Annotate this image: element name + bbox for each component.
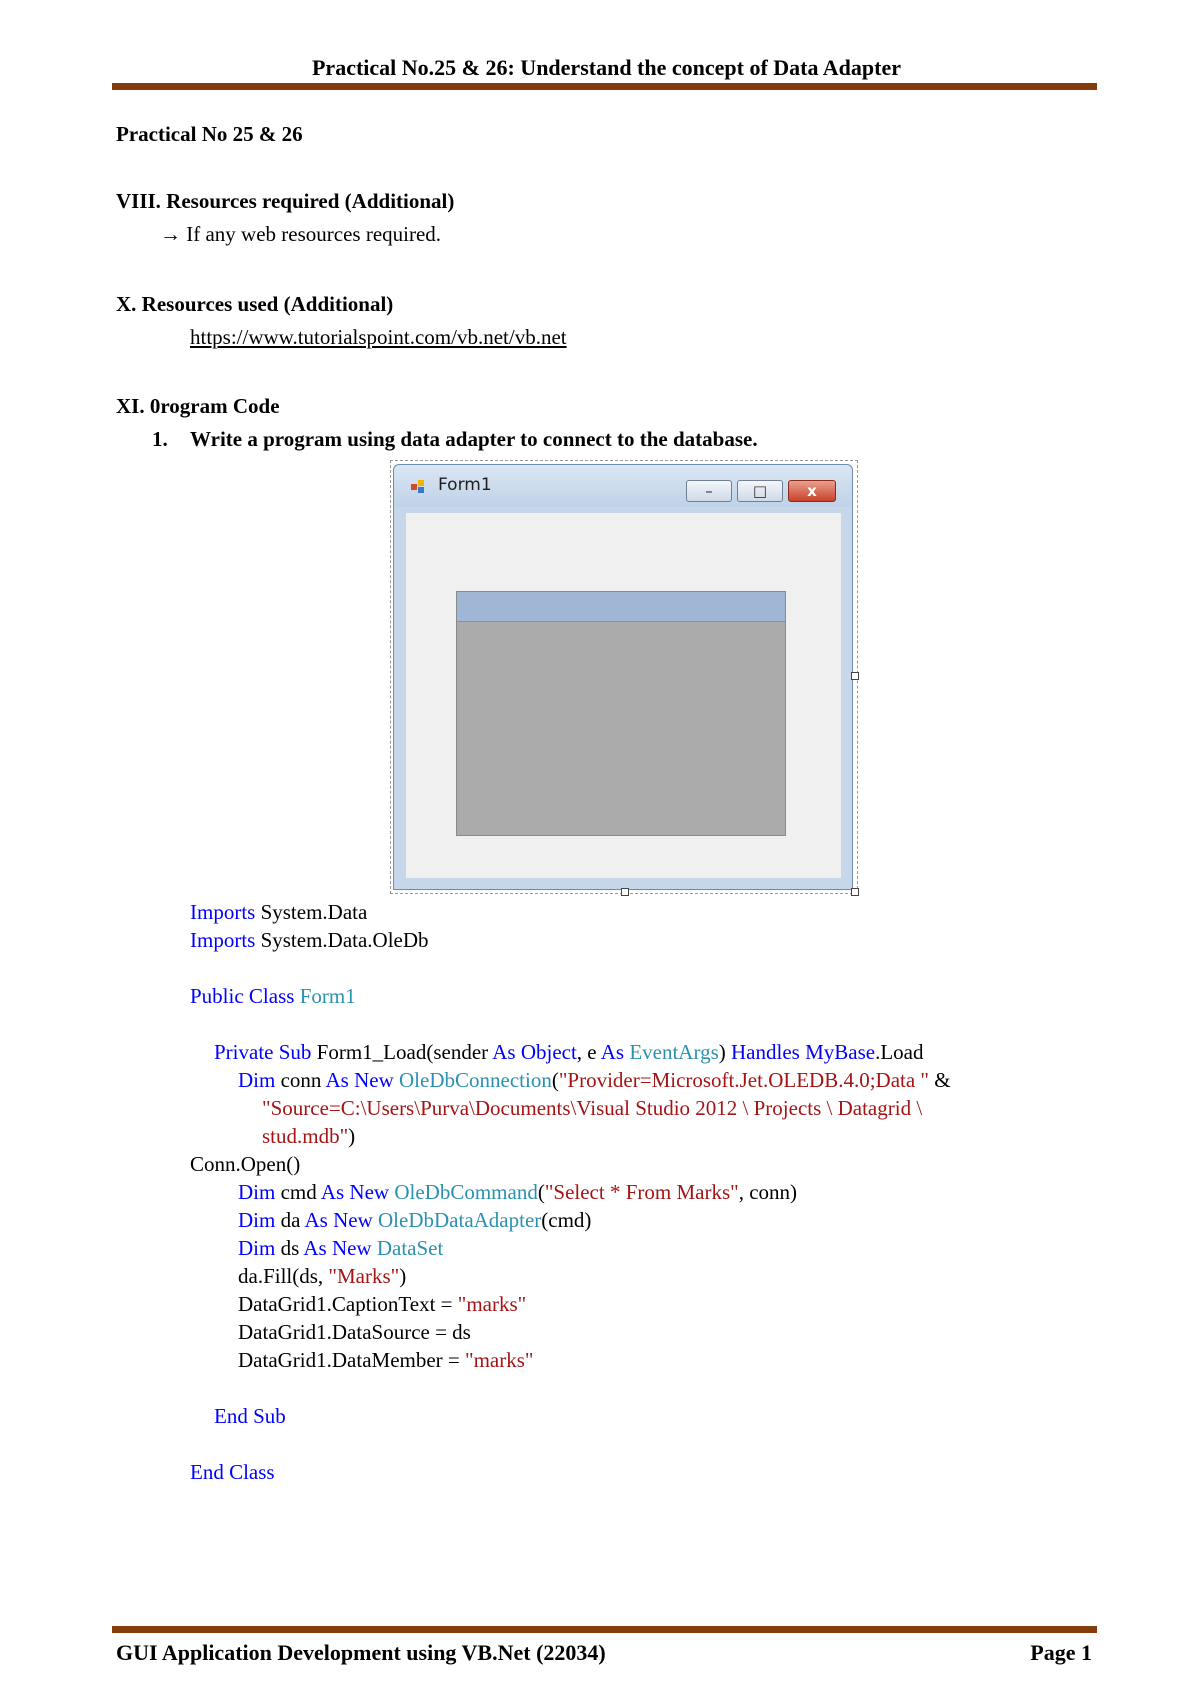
code-line: da.Fill(ds, "Marks") xyxy=(238,1264,407,1288)
code-line: stud.mdb") xyxy=(262,1124,356,1148)
code-line: Imports System.Data xyxy=(190,900,368,924)
question-text: Write a program using data adapter to connect to the database. xyxy=(190,427,758,451)
page-header-title: Practical No.25 & 26: Understand the concept of Data Adapter xyxy=(311,55,902,80)
question-number: 1. xyxy=(152,427,168,451)
code-line: Private Sub Form1_Load(sender As Object, e As EventArgs) Handles MyBase.Load xyxy=(214,1040,924,1064)
datagrid[interactable] xyxy=(456,591,786,836)
close-icon: x xyxy=(807,482,817,500)
code-line: DataGrid1.CaptionText = "marks" xyxy=(238,1292,527,1316)
practical-heading: Practical No 25 & 26 xyxy=(116,122,303,146)
code-line: Dim ds As New DataSet xyxy=(238,1236,444,1260)
code-line: Dim conn As New OleDbConnection("Provider=Microsoft.Jet.OLEDB.4.0;Data " & xyxy=(238,1068,951,1092)
footer-course: GUI Application Development using VB.Net (22034) xyxy=(116,1640,606,1665)
code-line: Conn.Open() xyxy=(190,1152,301,1176)
datagrid-caption-bar xyxy=(457,592,785,622)
footer-page-number: Page 1 xyxy=(1030,1640,1092,1665)
code-line: End Class xyxy=(190,1460,275,1484)
form-client-area xyxy=(406,513,841,878)
resize-handle-corner[interactable] xyxy=(851,888,859,896)
code-line: DataGrid1.DataSource = ds xyxy=(238,1320,471,1344)
code-line: "Source=C:\Users\Purva\Documents\Visual Studio 2012 \ Projects \ Datagrid \ xyxy=(262,1096,923,1120)
code-line: DataGrid1.DataMember = "marks" xyxy=(238,1348,534,1372)
form-titlebar xyxy=(394,465,852,507)
resize-handle-right[interactable] xyxy=(851,672,859,680)
footer-rule xyxy=(112,1626,1097,1633)
close-button[interactable] xyxy=(788,480,836,502)
form-caption: Form1 xyxy=(438,475,492,495)
minimize-icon: – xyxy=(705,482,713,500)
section-xi-title: XI. 0rogram Code xyxy=(116,394,280,418)
header-rule xyxy=(112,83,1097,90)
code-line: End Sub xyxy=(214,1404,286,1428)
resize-handle-bottom[interactable] xyxy=(621,888,629,896)
code-line: Imports System.Data.OleDb xyxy=(190,928,429,952)
form-app-icon xyxy=(411,480,427,494)
section-x-title: X. Resources used (Additional) xyxy=(116,292,394,316)
form1-window xyxy=(393,464,853,890)
resource-link[interactable]: https://www.tutorialspoint.com/vb.net/vb.net xyxy=(190,325,567,349)
section-viii-item: → If any web resources required. xyxy=(160,222,442,246)
code-line: Dim da As New OleDbDataAdapter(cmd) xyxy=(238,1208,592,1232)
section-viii-title: VIII. Resources required (Additional) xyxy=(116,189,455,213)
maximize-icon: □ xyxy=(752,482,768,500)
code-line: Public Class Form1 xyxy=(190,984,356,1008)
code-line: Dim cmd As New OleDbCommand("Select * From Marks", conn) xyxy=(238,1180,798,1204)
maximize-button[interactable] xyxy=(737,480,783,502)
minimize-button[interactable] xyxy=(686,480,732,502)
